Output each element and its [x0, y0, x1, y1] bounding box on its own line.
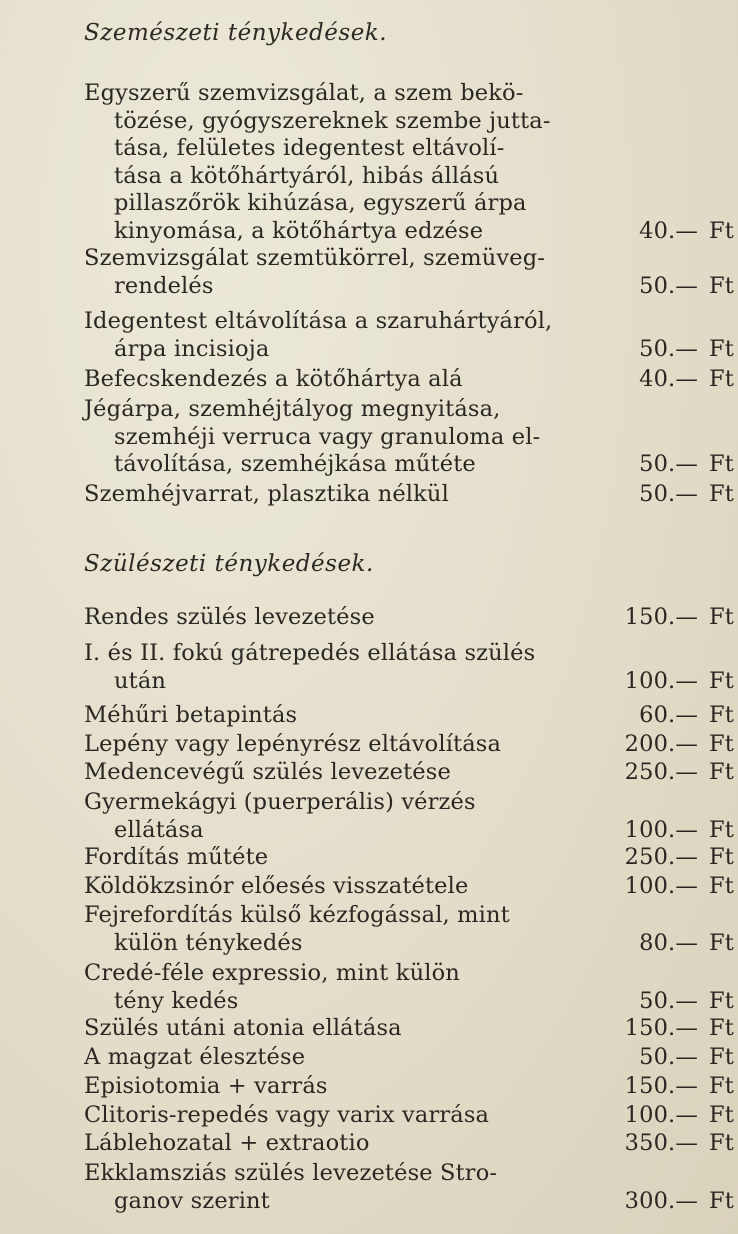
fee-entry [84, 1130, 734, 1158]
entry-line: Befecskendezés a kötőhártya alá [84, 366, 463, 392]
entry-line: Fejrefordítás külső kézfogással, mint [84, 902, 510, 928]
entry-line: Gyermekágyi (puerperális) vérzés [84, 789, 476, 815]
entry-line: Egyszerű szemvizsgálat, a szem bekö- [84, 80, 524, 106]
entry-line: ganov szerint [114, 1187, 270, 1214]
entry-line: Clitoris-repedés vagy varix varrása [84, 1102, 490, 1128]
price-currency: Ft [709, 929, 734, 956]
price-currency: Ft [709, 844, 734, 870]
price [604, 273, 734, 301]
entry-line: Rendes szülés levezetése [84, 604, 375, 630]
entry-line: A magzat élesztése [84, 1044, 306, 1070]
fee-entry [84, 1102, 734, 1130]
price-currency: Ft [709, 335, 734, 362]
price-amount: 40.— [639, 366, 698, 392]
price-currency: Ft [709, 987, 734, 1014]
price [604, 817, 734, 845]
fee-entry [84, 844, 734, 872]
price [604, 731, 734, 759]
price-amount: 50.— [639, 451, 698, 477]
fee-entry [84, 396, 734, 479]
price-currency: Ft [709, 1130, 734, 1156]
fee-entry [84, 759, 734, 787]
price-amount: 40.— [639, 217, 698, 244]
price-currency: Ft [709, 451, 734, 477]
price [604, 1130, 734, 1158]
entry-line: Medencevégű szülés levezetése [84, 759, 451, 785]
entry-line: Jégárpa, szemhéjtályog megnyitása, [84, 396, 501, 422]
fee-entry [84, 604, 734, 632]
price [604, 988, 734, 1016]
price-currency: Ft [709, 366, 734, 392]
entry-line: ellátása [114, 816, 204, 843]
price-currency: Ft [709, 667, 734, 694]
price [604, 481, 734, 509]
entry-line: külön ténykedés [114, 929, 303, 956]
section-heading-obstetrics: Szülészeti ténykedések. [84, 551, 374, 577]
price-amount: 50.— [639, 987, 698, 1014]
price [604, 451, 734, 479]
price [604, 844, 734, 872]
price [604, 1188, 734, 1216]
price [604, 1102, 734, 1130]
entry-line: Episiotomia + varrás [84, 1073, 328, 1099]
price-amount: 150.— [624, 1015, 698, 1041]
price-currency: Ft [709, 1187, 734, 1214]
price-amount: 100.— [624, 667, 698, 694]
price [604, 1073, 734, 1101]
price-currency: Ft [709, 759, 734, 785]
price-currency: Ft [709, 1073, 734, 1099]
fee-entry [84, 1160, 734, 1215]
entry-line: pillaszőrök kihúzása, egyszerű árpa [114, 190, 527, 216]
entry-line: tása, felületes idegentest eltávolí- [114, 135, 505, 161]
price-currency: Ft [709, 731, 734, 757]
price [604, 336, 734, 364]
price [604, 1015, 734, 1043]
price-amount: 350.— [624, 1130, 698, 1156]
price-amount: 100.— [624, 1102, 698, 1128]
entry-line: rendelés [114, 272, 214, 299]
entry-line: Credé-féle expressio, mint külön [84, 960, 460, 986]
price-amount: 80.— [639, 929, 698, 956]
entry-line: távolítása, szemhéjkása műtéte [114, 451, 476, 477]
price-currency: Ft [709, 1044, 734, 1070]
price [604, 604, 734, 632]
price [604, 668, 734, 696]
price-currency: Ft [709, 702, 734, 728]
price [604, 218, 734, 246]
entry-line: Szemhéjvarrat, plasztika nélkül [84, 481, 449, 507]
entry-line: Köldökzsinór előesés visszatétele [84, 873, 469, 899]
price-amount: 100.— [624, 873, 698, 899]
fee-entry [84, 245, 734, 300]
fee-entry [84, 366, 734, 394]
fee-entry [84, 702, 734, 730]
entry-line: kinyomása, a kötőhártya edzése [114, 217, 484, 244]
price-currency: Ft [709, 481, 734, 507]
price-currency: Ft [709, 1102, 734, 1128]
price-amount: 50.— [639, 481, 698, 507]
price-amount: 50.— [639, 272, 698, 299]
price-currency: Ft [709, 873, 734, 899]
entry-line: Ekklamsziás szülés levezetése Stro- [84, 1160, 498, 1186]
price-amount: 150.— [624, 604, 698, 630]
entry-line: Fordítás műtéte [84, 844, 269, 870]
price [604, 930, 734, 958]
price [604, 759, 734, 787]
price-amount: 100.— [624, 816, 698, 843]
price-amount: 50.— [639, 335, 698, 362]
fee-entry [84, 1073, 734, 1101]
entry-line: Szülés utáni atonia ellátása [84, 1015, 402, 1041]
price-amount: 300.— [624, 1187, 698, 1214]
price-currency: Ft [709, 217, 734, 244]
fee-entry [84, 960, 734, 1015]
price-amount: 250.— [624, 844, 698, 870]
entry-line: Idegentest eltávolítása a szaruhártyáról, [84, 308, 553, 334]
price-currency: Ft [709, 604, 734, 630]
fee-entry [84, 308, 734, 363]
entry-line: után [114, 667, 167, 694]
price-amount: 60.— [639, 702, 698, 728]
price-currency: Ft [709, 272, 734, 299]
entry-line: Méhűri betapintás [84, 702, 298, 728]
section-heading-ophthalmology: Szemészeti ténykedések. [84, 20, 388, 46]
fee-entry [84, 789, 734, 844]
fee-entry [84, 902, 734, 957]
fee-entry [84, 873, 734, 901]
entry-line: I. és II. fokú gátrepedés ellátása szülés [84, 640, 536, 666]
entry-line: szemhéji verruca vagy granuloma el- [114, 423, 541, 450]
price-amount: 200.— [624, 731, 698, 757]
price [604, 1044, 734, 1072]
fee-entry [84, 1044, 734, 1072]
price-currency: Ft [709, 816, 734, 843]
entry-line: árpa incisioja [114, 335, 270, 362]
fee-entry [84, 731, 734, 759]
price [604, 702, 734, 730]
entry-line: tény kedés [114, 987, 239, 1014]
fee-entry [84, 80, 734, 245]
entry-line: Lepény vagy lepényrész eltávolítása [84, 731, 502, 757]
entry-line: tása a kötőhártyáról, hibás állású [114, 162, 500, 189]
fee-entry [84, 1015, 734, 1043]
price [604, 873, 734, 901]
price-amount: 150.— [624, 1073, 698, 1099]
entry-line: tözése, gyógyszereknek szembe jutta- [114, 107, 551, 134]
entry-line: Szemvizsgálat szemtükörrel, szemüveg- [84, 245, 546, 271]
fee-entry [84, 640, 734, 695]
price-amount: 250.— [624, 759, 698, 785]
price [604, 366, 734, 394]
price-currency: Ft [709, 1015, 734, 1041]
entry-line: Láblehozatal + extraotio [84, 1130, 370, 1156]
fee-entry [84, 481, 734, 509]
price-amount: 50.— [639, 1044, 698, 1070]
